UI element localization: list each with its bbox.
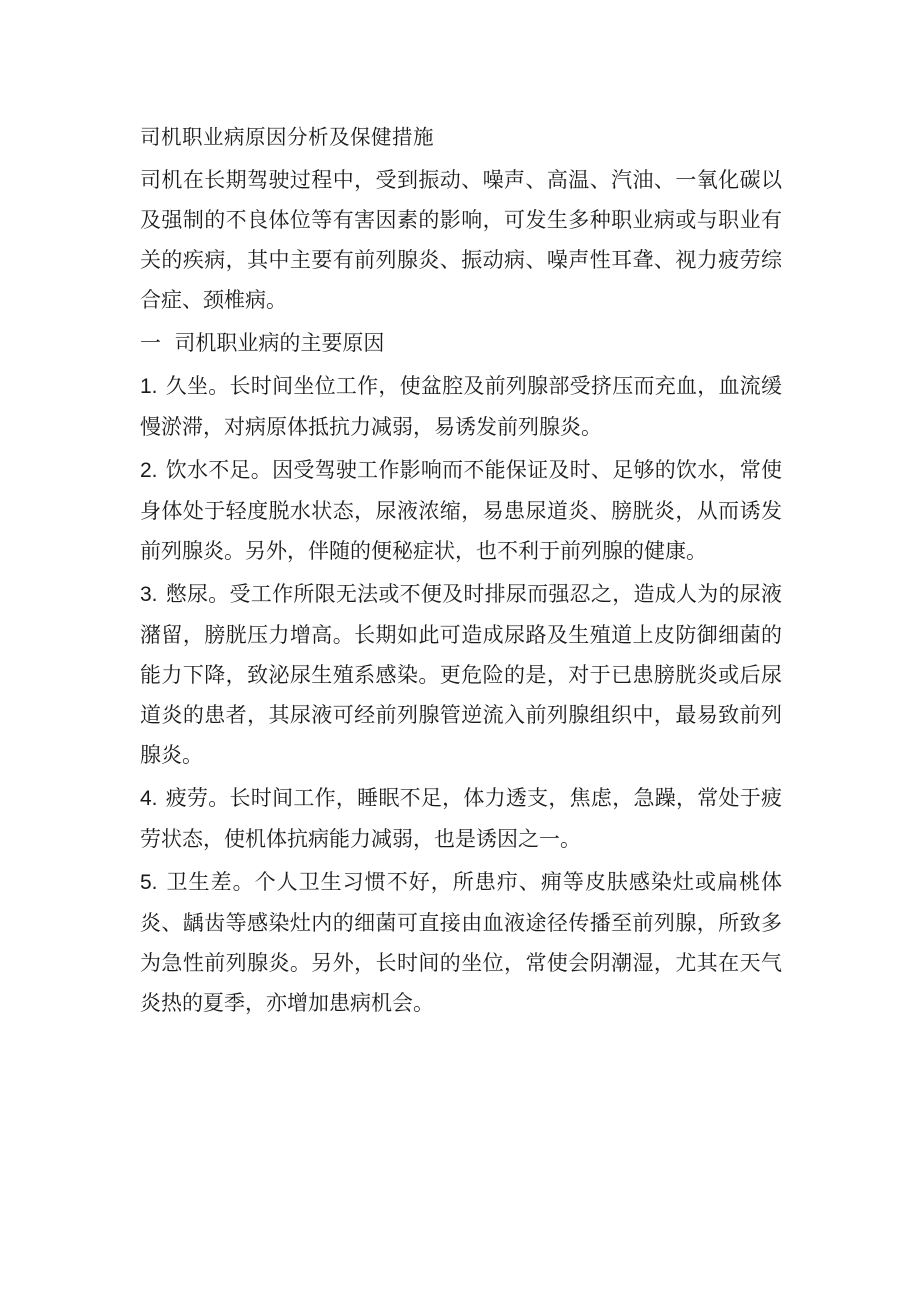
list-item-number: 2. <box>140 459 158 482</box>
list-item-text: 憋尿。受工作所限无法或不便及时排尿而强忍之，造成人为的尿液潴留，膀胱压力增高。长期如此可造成尿路及生殖道上皮防御细菌的能力下降，致泌尿生殖系感染。更危险的是，对于已患膀胱炎或后尿道炎的患者，其尿液可经前列腺管逆流入前列腺组织中，最易致前列腺炎。 <box>140 582 782 767</box>
list-item <box>140 450 782 571</box>
list-item-number: 4. <box>140 787 158 810</box>
list-item-text: 饮水不足。因受驾驶工作影响而不能保证及时、足够的饮水，常使身体处于轻度脱水状态，尿液浓缩，易患尿道炎、膀胱炎，从而诱发前列腺炎。另外，伴随的便秘症状，也不利于前列腺的健康。 <box>140 458 782 563</box>
document-title: 司机职业病原因分析及保健措施 <box>140 125 434 149</box>
section-heading: 一 司机职业病的主要原因 <box>140 331 385 355</box>
list-item-text: 疲劳。长时间工作，睡眠不足，体力透支，焦虑，急躁，常处于疲劳状态，使机体抗病能力减弱，也是诱因之一。 <box>140 786 782 851</box>
document-body <box>140 117 782 1026</box>
intro-paragraph: 司机在长期驾驶过程中，受到振动、噪声、高温、汽油、一氧化碳以及强制的不良体位等有害因素的影响，可发生多种职业病或与职业有关的疾病，其中主要有前列腺炎、振动病、噪声性耳聋、视力疲劳综合症、颈椎病。 <box>140 168 782 312</box>
list-item-number: 5. <box>140 871 158 894</box>
list-item-number: 3. <box>140 583 158 606</box>
list-item <box>140 778 782 859</box>
list-item-text: 久坐。长时间坐位工作，使盆腔及前列腺部受挤压而充血，血流缓慢淤滞，对病原体抵抗力减弱，易诱发前列腺炎。 <box>140 374 782 439</box>
list-item <box>140 574 782 775</box>
list-item-number: 1. <box>140 375 158 398</box>
list-item <box>140 862 782 1023</box>
list-item-text: 卫生差。个人卫生习惯不好，所患疖、痈等皮肤感染灶或扁桃体炎、龋齿等感染灶内的细菌可直接由血液途径传播至前列腺，所致多为急性前列腺炎。另外，长时间的坐位，常使会阴潮湿，尤其在天气炎热的夏季，亦增加患病机会。 <box>140 870 782 1015</box>
list-item <box>140 366 782 447</box>
